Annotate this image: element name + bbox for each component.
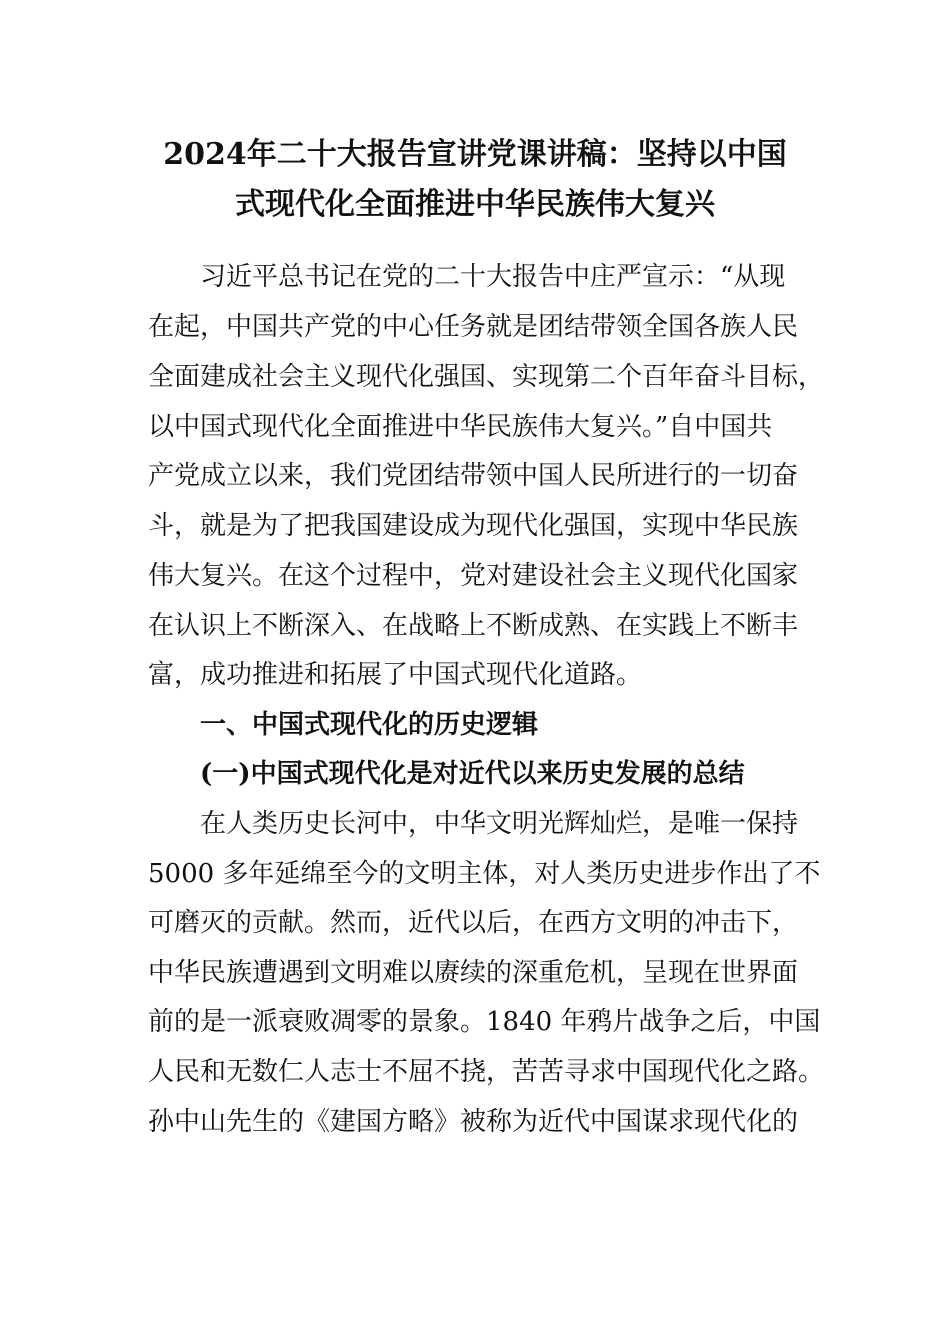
paragraph-line: 习近平总书记在党的二十大报告中庄严宣示：“从现 <box>200 262 786 292</box>
paragraph-line: 全面建成社会主义现代化强国、实现第二个百年奋斗目标， <box>148 362 825 392</box>
paragraph-line: 中华民族遭遇到文明难以赓续的深重危机，呈现在世界面 <box>148 958 799 988</box>
paragraph-line: 孙中山先生的《建国方略》被称为近代中国谋求现代化的 <box>148 1107 799 1137</box>
paragraph-line: 产党成立以来，我们党团结带领中国人民所进行的一切奋 <box>148 461 799 491</box>
document-title-line-1: 2024年二十大报告宣讲党课讲稿：坚持以中国 <box>163 137 787 172</box>
paragraph-line: 前的是一派衰败凋零的景象。1840 年鸦片战争之后，中国 <box>148 1007 821 1037</box>
paragraph-line: 伟大复兴。在这个过程中，党对建设社会主义现代化国家 <box>148 561 799 591</box>
paragraph-line: 在人类历史长河中，中华文明光辉灿烂，是唯一保持 <box>200 809 799 839</box>
paragraph-line: 5000 多年延绵至今的文明主体，对人类历史进步作出了不 <box>148 859 821 889</box>
paragraph-line: 以中国式现代化全面推进中华民族伟大复兴。”自中国共 <box>148 412 773 442</box>
paragraph-line: 在认识上不断深入、在战略上不断成熟、在实践上不断丰 <box>148 611 799 641</box>
paragraph-line: 人民和无数仁人志士不屈不挠，苦苦寻求中国现代化之路。 <box>148 1057 825 1087</box>
paragraph-line: 在起，中国共产党的中心任务就是团结带领全国各族人民 <box>148 312 799 342</box>
paragraph-line: 斗，就是为了把我国建设成为现代化强国，实现中华民族 <box>148 511 799 541</box>
paragraph-line: 可磨灭的贡献。然而，近代以后，在西方文明的冲击下， <box>148 908 799 938</box>
section-heading: 一、中国式现代化的历史逻辑 <box>200 710 539 740</box>
document-title-line-2: 式现代化全面推进中华民族伟大复兴 <box>235 187 715 222</box>
paragraph-line: 富，成功推进和拓展了中国式现代化道路。 <box>148 660 643 690</box>
subsection-heading: (一)中国式现代化是对近代以来历史发展的总结 <box>200 759 745 789</box>
